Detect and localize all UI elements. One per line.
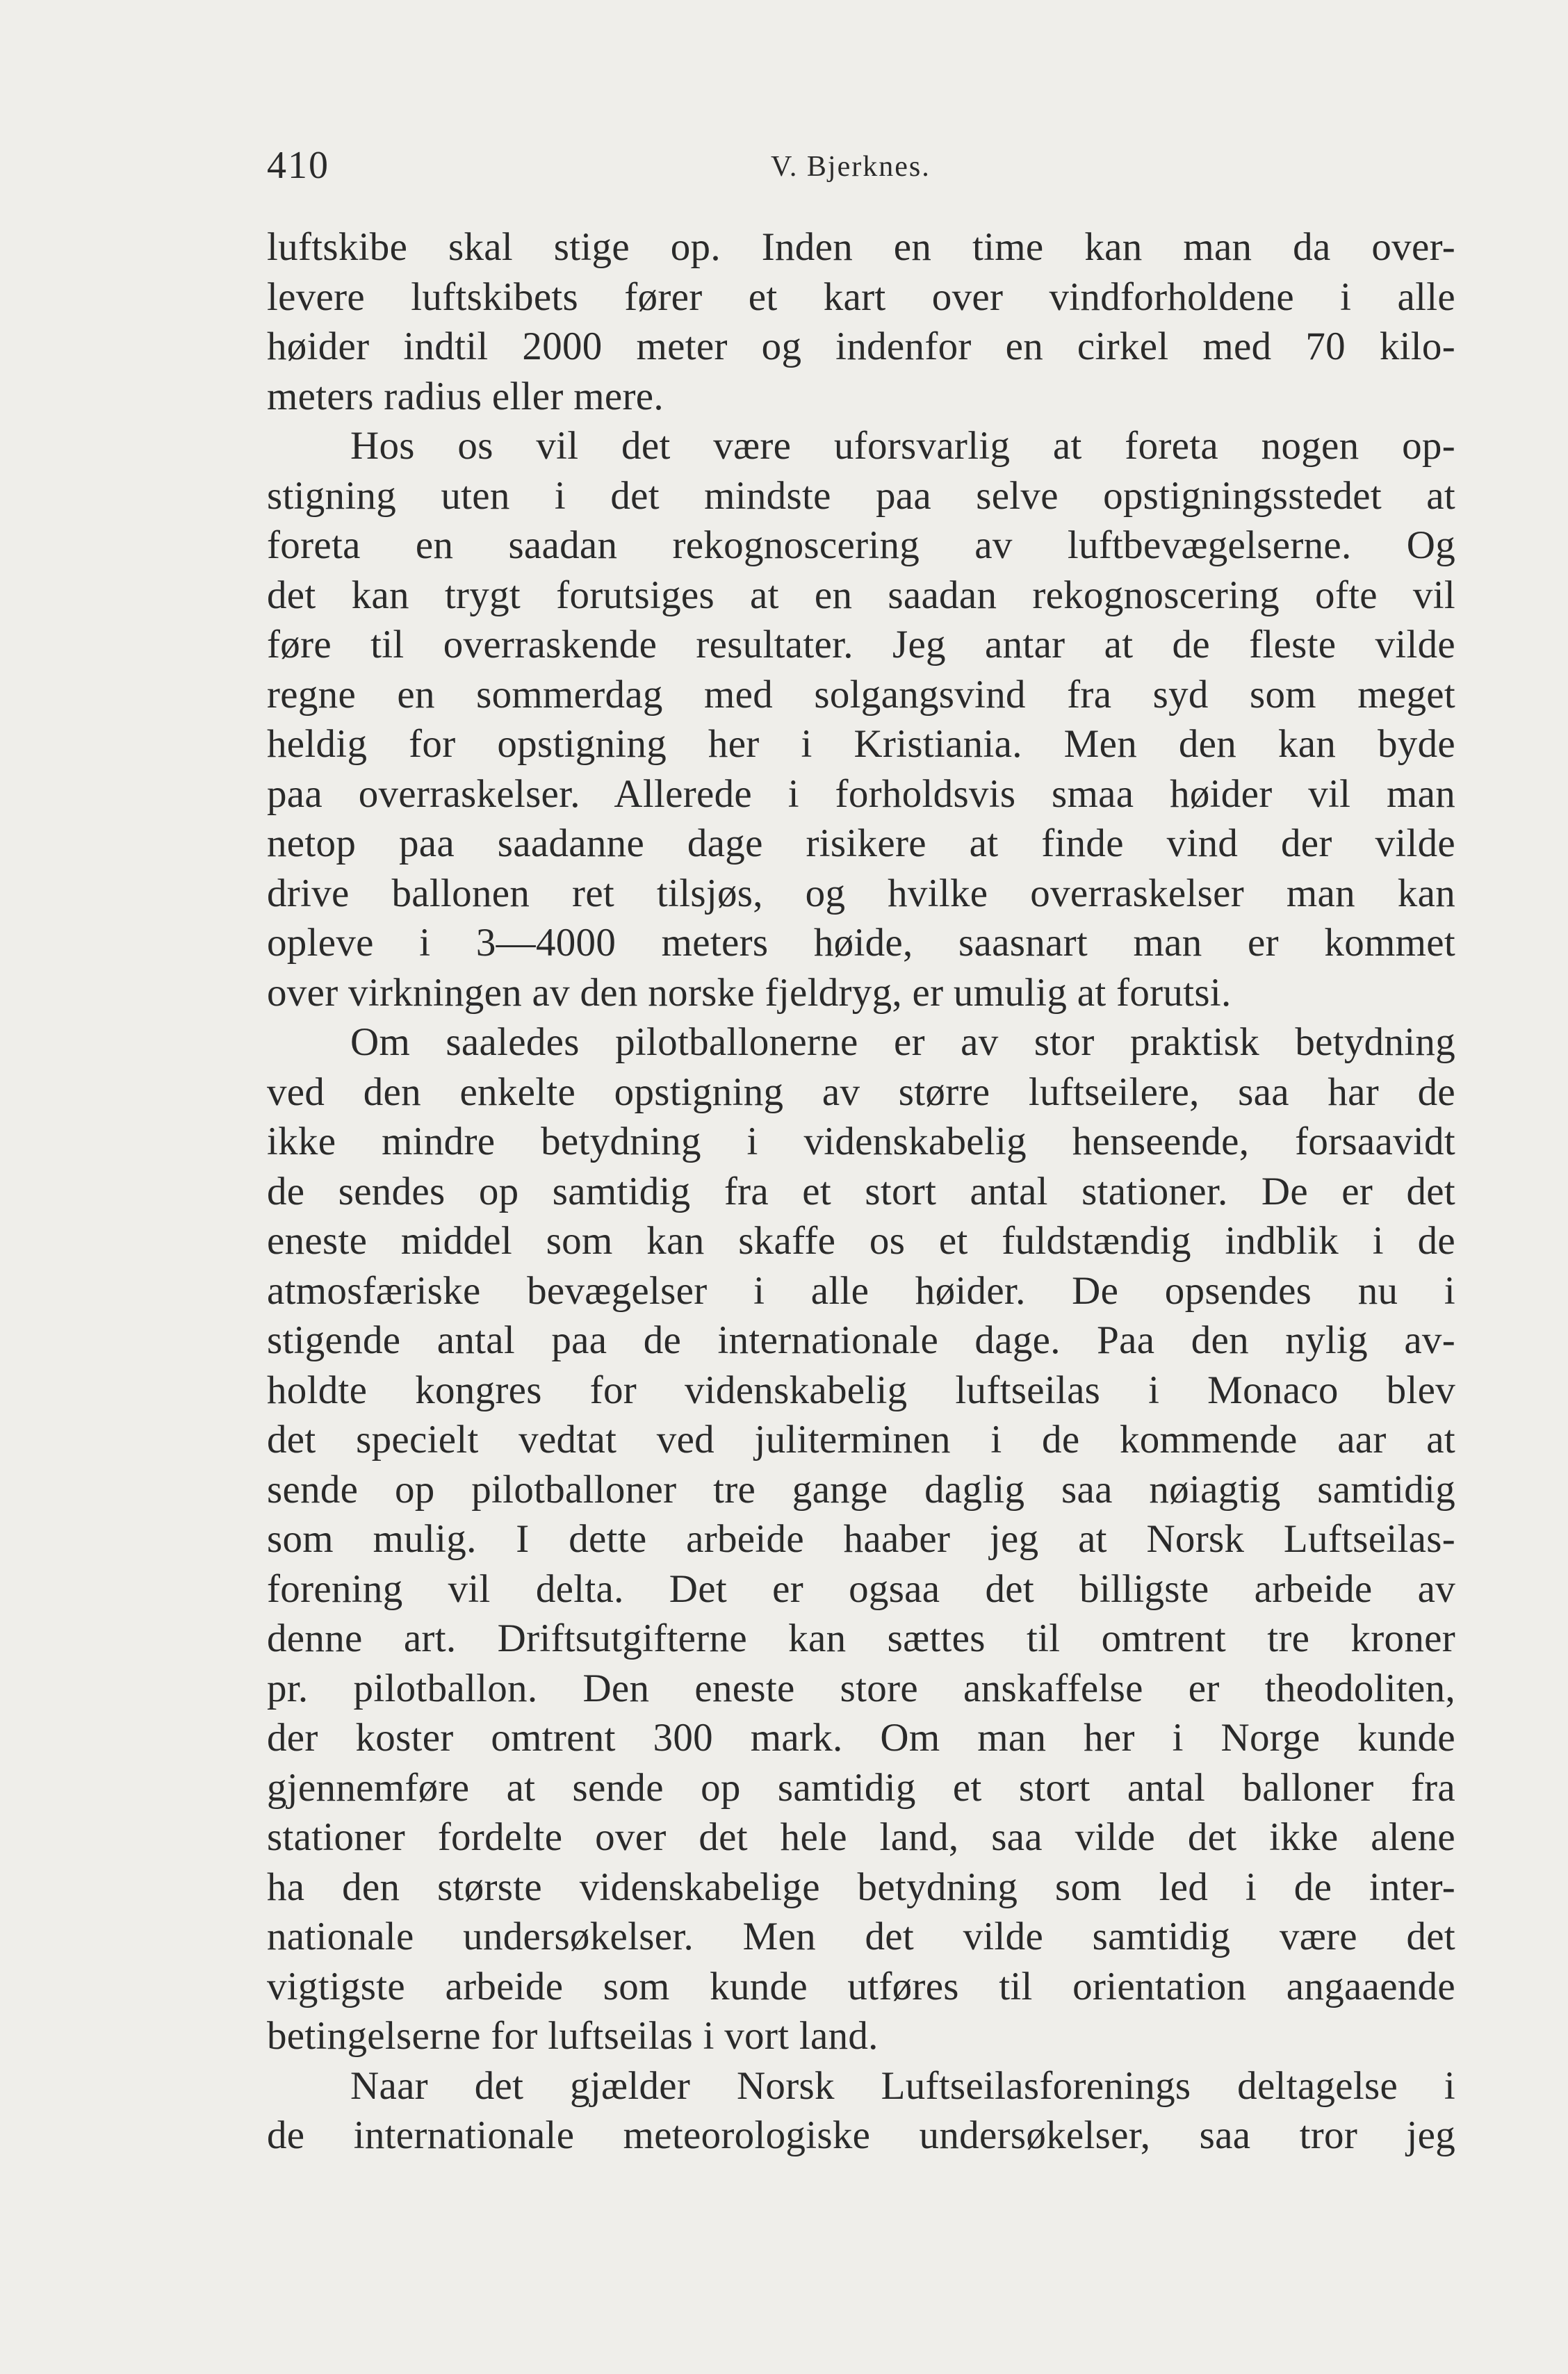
text-line: paa overraskelser. Allerede i forholdsvis smaa høider vil man <box>267 771 1455 816</box>
page-number: 410 <box>267 144 329 187</box>
text-line: stigning uten i det mindste paa selve opstigningsstedet at <box>267 473 1455 518</box>
text-line: regne en sommerdag med solgangsvind fra syd som meget <box>267 672 1455 717</box>
text-line: betingelserne for luftseilas i vort land. <box>267 2014 879 2058</box>
text-line: foreta en saadan rekognoscering av luftbevægelserne. Og <box>267 523 1455 567</box>
text-line: ha den største videnskabelige betydning som led i de inter- <box>267 1865 1455 1909</box>
paragraph <box>267 1017 1455 2061</box>
text-line: det specielt vedtat ved juliterminen i de kommende aar at <box>267 1418 1455 1462</box>
text-line: opleve i 3—4000 meters høide, saasnart man er kommet <box>267 921 1455 965</box>
text-line: meters radius eller mere. <box>267 374 664 418</box>
text-line: drive ballonen ret tilsjøs, og hvilke overraskelser man kan <box>267 871 1455 915</box>
text-line: stationer fordelte over det hele land, saa vilde det ikke alene <box>267 1815 1455 1859</box>
paragraph <box>267 2061 1455 2161</box>
text-line: Naar det gjælder Norsk Luftseilasforenings deltagelse i <box>350 2063 1455 2108</box>
text-line: pr. pilotballon. Den eneste store anskaffelse er theodoliten, <box>267 1666 1455 1710</box>
running-head <box>267 143 1455 199</box>
text-line: de sendes op samtidig fra et stort antal stationer. De er det <box>267 1169 1455 1213</box>
text-line: det kan trygt forutsiges at en saadan rekognoscering ofte vil <box>267 573 1455 617</box>
text-line: forening vil delta. Det er ogsaa det billigste arbeide av <box>267 1566 1455 1611</box>
text-line: ved den enkelte opstigning av større luftseilere, saa har de <box>267 1070 1455 1114</box>
text-line: atmosfæriske bevægelser i alle høider. De opsendes nu i <box>267 1268 1455 1313</box>
text-line: føre til overraskende resultater. Jeg antar at de fleste vilde <box>267 623 1455 666</box>
text-line: Hos os vil det være uforsvarlig at foreta nogen op- <box>350 424 1455 468</box>
text-line: Om saaledes pilotballonerne er av stor praktisk betydning <box>350 1020 1455 1064</box>
paragraph <box>267 222 1455 421</box>
text-line: nationale undersøkelser. Men det vilde samtidig være det <box>267 1915 1455 1958</box>
text-line: stigende antal paa de internationale dage. Paa den nylig av- <box>267 1318 1455 1362</box>
text-line: ikke mindre betydning i videnskabelig henseende, forsaavidt <box>267 1120 1455 1163</box>
paragraph <box>267 421 1455 1017</box>
text-line: som mulig. I dette arbeide haaber jeg at Norsk Luftseilas- <box>267 1517 1455 1561</box>
text-line: vigtigste arbeide som kunde utføres til orientation angaaende <box>267 1964 1455 2008</box>
text-line: der koster omtrent 300 mark. Om man her i Norge kunde <box>267 1716 1455 1760</box>
text-line: sende op pilotballoner tre gange daglig saa nøiagtig samtidig <box>267 1467 1455 1512</box>
text-line: heldig for opstigning her i Kristiania. Men den kan byde <box>267 722 1455 766</box>
text-line: denne art. Driftsutgifterne kan sættes til omtrent tre kroner <box>267 1616 1455 1660</box>
text-line: over virkningen av den norske fjeldryg, er umulig at forutsi. <box>267 970 1232 1015</box>
text-line: høider indtil 2000 meter og indenfor en cirkel med 70 kilo- <box>267 325 1455 368</box>
text-line: eneste middel som kan skaffe os et fuldstændig indblik i de <box>267 1219 1455 1263</box>
text-line: gjennemføre at sende op samtidig et stort antal balloner fra <box>267 1765 1455 1810</box>
text-line: netop paa saadanne dage risikere at finde vind der vilde <box>267 821 1455 865</box>
text-line: de internationale meteorologiske undersøkelser, saa tror jeg <box>267 2113 1455 2157</box>
running-head-author: V. Bjerknes. <box>771 151 931 183</box>
text-line: levere luftskibets fører et kart over vindforholdene i alle <box>267 275 1455 319</box>
body-text <box>267 222 1455 2161</box>
text-line: luftskibe skal stige op. Inden en time kan man da over- <box>267 225 1455 269</box>
text-line: holdte kongres for videnskabelig luftseilas i Monaco blev <box>267 1368 1455 1412</box>
